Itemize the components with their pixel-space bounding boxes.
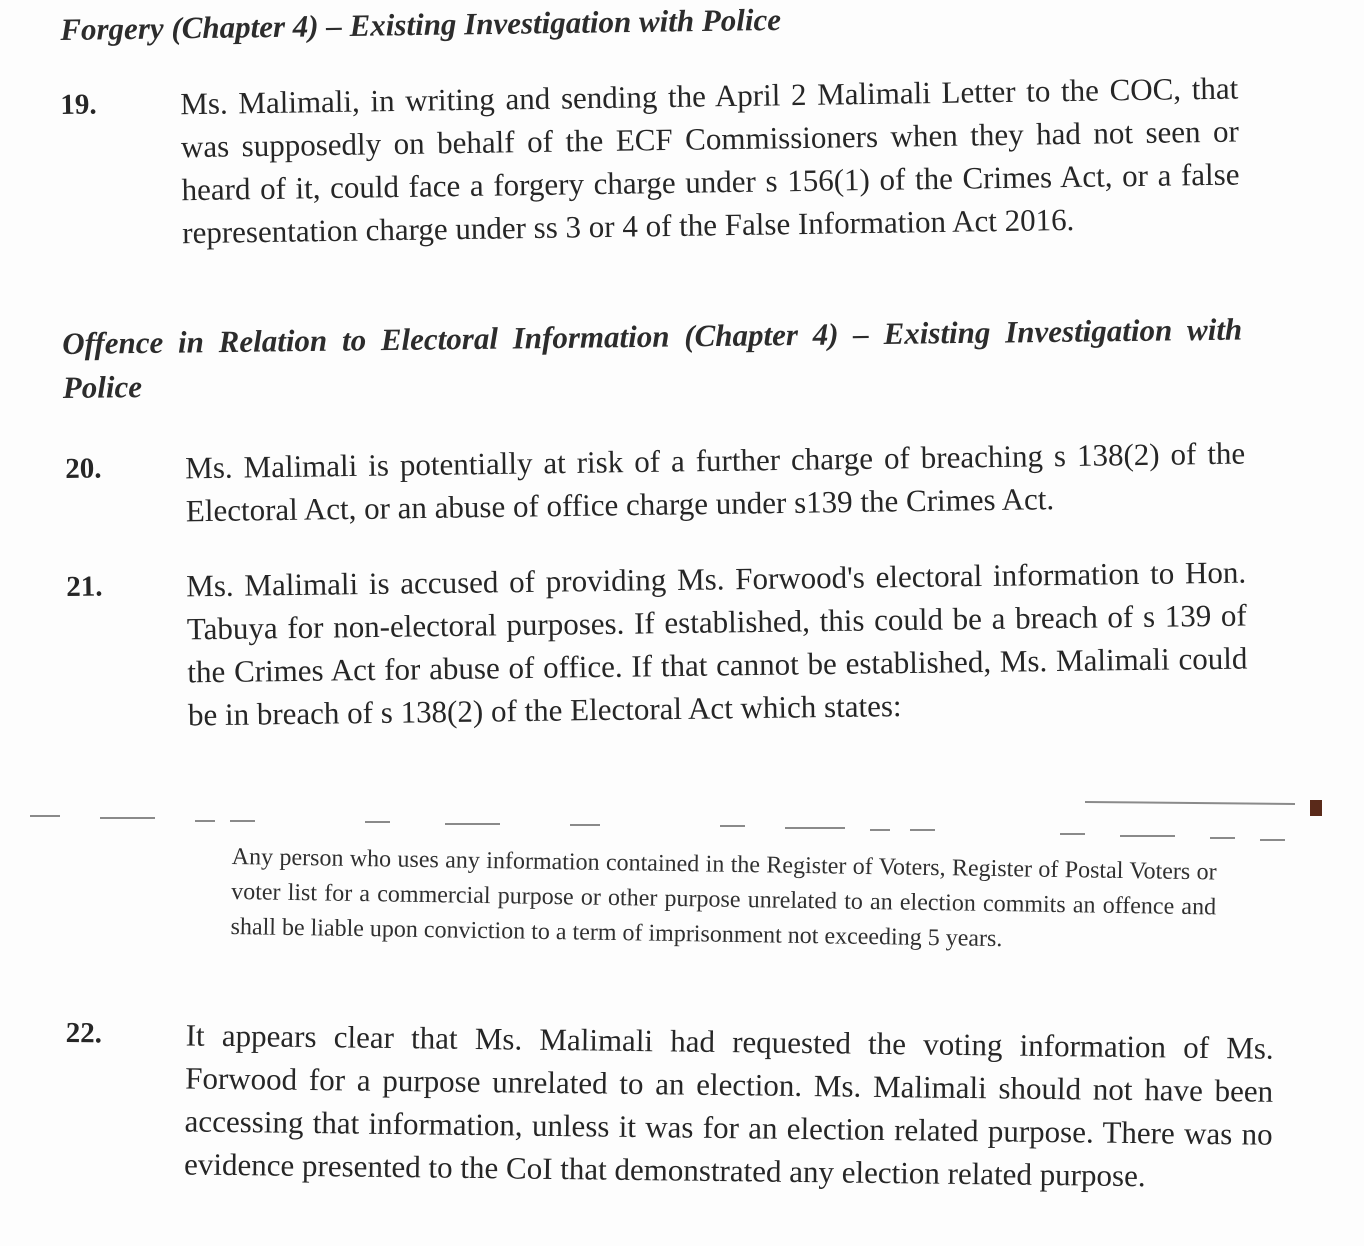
paragraph-text: Ms. Malimali is potentially at risk of a further charge of breaching s 138(2) of the Electoral Act, or an abuse of office charge under s139 the Crimes Act. (185, 435, 1246, 529)
paragraph-number: 22. (65, 1016, 103, 1050)
statute-quote: Any person who uses any information contained in the Register of Voters, Register of Postal Voters or voter list for a commercial purpose or other purpose unrelated to an election commits an offence and shall be liable upon conviction to a term of imprisonment not exceeding 5 years. (230, 843, 1217, 953)
section-heading-electoral-offence: Offence in Relation to Electoral Information (Chapter 4) – Existing Investigation with Police (62, 311, 1243, 405)
scan-artifact-strip (30, 796, 1330, 852)
paragraph-text: It appears clear that Ms. Malimali had requested the voting information of Ms. Forwood for a purpose unrelated to an election. Ms. Malimali should not have been accessing that information, unless it was for an election related purpose. There was no evidence presented to the CoI that demonstrated any election related purpose. (183, 1017, 1274, 1194)
paragraph-text: Ms. Malimali, in writing and sending the April 2 Malimali Letter to the COC, that was supposedly on behalf of the ECF Commissioners when they had not seen or heard of it, could face a forgery charge under s 156(1) of the Crimes Act, or a false representation charge under ss 3 or 4 of the False Information Act 2016. (180, 70, 1240, 251)
section-heading-forgery: Forgery (Chapter 4) – Existing Investigation with Police (60, 1, 782, 47)
paragraph-text: Ms. Malimali is accused of providing Ms. Forwood's electoral information to Hon. Tabuya for non-electoral purposes. If established, this could be a breach of s 139 of the Crimes Act for abuse of office. If that cannot be established, Ms. Malimali could be in breach of s 138(2) of the Electoral Act which states: (186, 554, 1248, 733)
paragraph-number: 20. (65, 452, 102, 485)
paragraph-number: 19. (60, 88, 97, 121)
paragraph-number: 21. (66, 570, 103, 603)
